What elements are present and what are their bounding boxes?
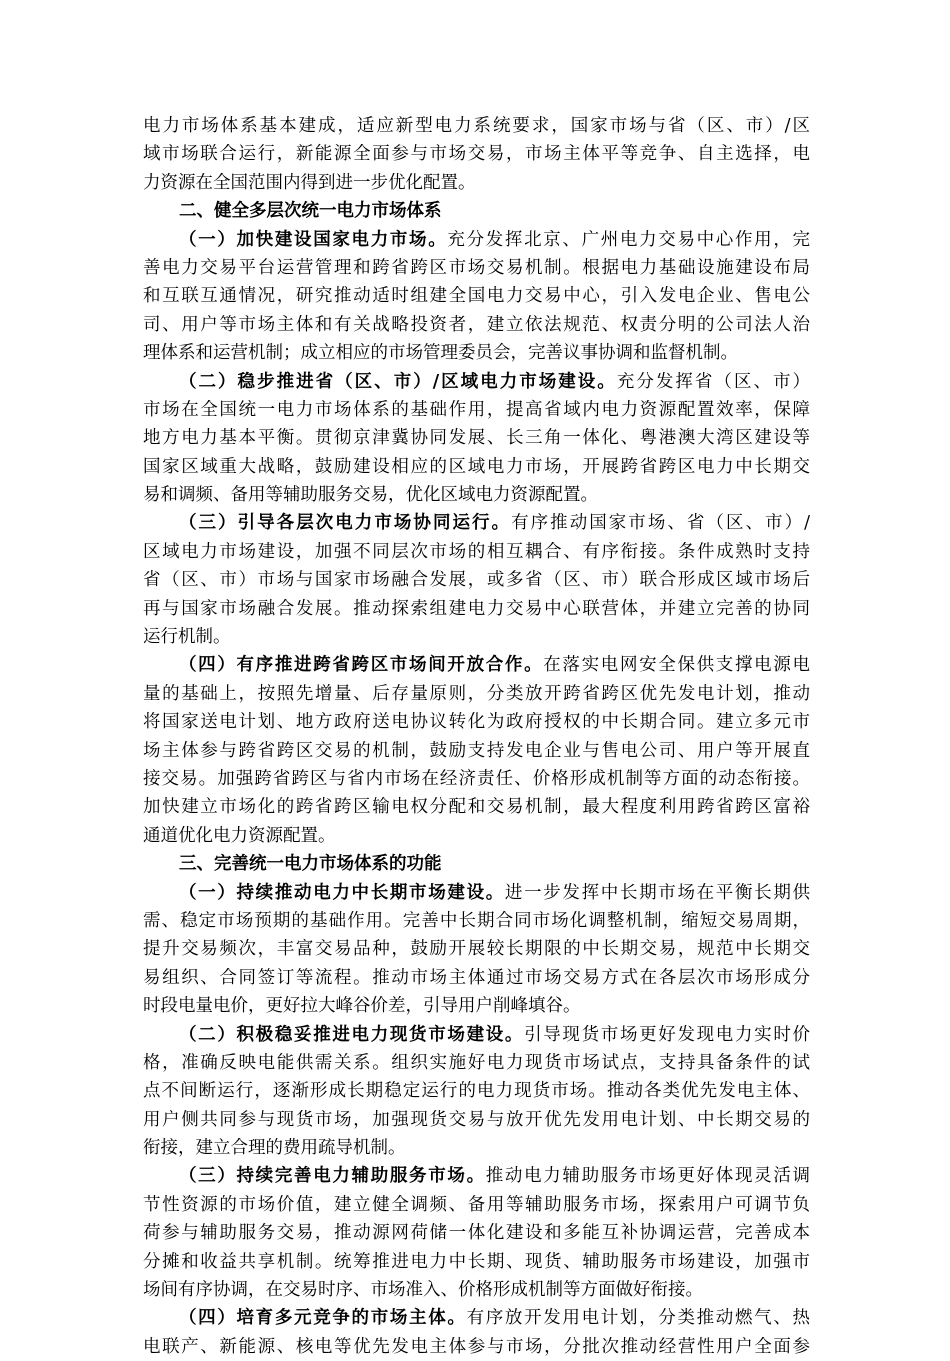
paragraph [143, 1304, 810, 1361]
line-text: 用户侧共同参与现货市场，加强现货交易与放开优先发用电计划、中长期交易的 [143, 1109, 810, 1130]
line-text: 接交易。加强跨省跨区与省内市场在经济责任、价格形成机制等方面的动态衔接。 [143, 768, 810, 789]
paragraph [143, 226, 810, 368]
line-text: 善电力交易平台运营管理和跨省跨区市场交易机制。根据电力基础设施建设布局 [143, 257, 810, 278]
text-line [143, 453, 810, 481]
text-line [143, 424, 810, 452]
paragraph [143, 1021, 810, 1163]
line-text: 充分发挥省（区、市） [616, 371, 810, 392]
line-text: 充分发挥北京、广州电力交易中心作用，完 [447, 229, 810, 250]
line-text: 易和调频、备用等辅助服务交易，优化区域电力资源配置。 [143, 485, 598, 506]
line-text: 电力市场体系基本建成，适应新型电力系统要求，国家市场与省（区、市）/区 [143, 116, 810, 136]
paragraph [143, 509, 810, 651]
text-line [143, 1219, 810, 1247]
line-text: 司、用户等市场主体和有关战略投资者，建立依法规范、权责分明的公司法人治 [143, 314, 810, 335]
line-text: 有序推动国家市场、省（区、市）/ [511, 513, 810, 534]
text-line [143, 737, 810, 765]
line-text: 格，准确反映电能供需关系。组织实施好电力现货市场试点，支持具备条件的试 [143, 1052, 810, 1073]
text-line [143, 169, 810, 197]
line-text: 引导现货市场更好发现电力实时价 [524, 1024, 810, 1045]
bold-lead-heading: （一）加快建设国家电力市场。 [179, 229, 448, 250]
bold-lead-heading: （一）持续推动电力中长期市场建设。 [179, 882, 505, 903]
text-line [143, 935, 810, 963]
text-line [143, 822, 810, 850]
line-text: 运行机制。 [143, 627, 231, 648]
line-text: 市场在全国统一电力市场体系的基础作用，提高省域内电力资源配置效率，保障 [143, 399, 810, 420]
line-text: 衔接，建立合理的费用疏导机制。 [143, 1138, 406, 1159]
line-text: 力资源在全国范围内得到进一步优化配置。 [143, 172, 476, 193]
line-text: 国家区域重大战略，鼓励建设相应的区域电力市场，开展跨省跨区电力中长期交 [143, 456, 810, 477]
text-line [143, 708, 810, 736]
text-line [143, 1191, 810, 1219]
section-heading [143, 850, 810, 878]
text-line [143, 651, 810, 679]
line-text: 点不间断运行，逐渐形成长期稳定运行的电力现货市场。推动各类优先发电主体、 [143, 1081, 810, 1102]
document-page [143, 112, 810, 1361]
line-text: 场间有序协调，在交易时序、市场准入、价格形成机制等方面做好衔接。 [143, 1280, 703, 1301]
text-line [143, 623, 810, 651]
text-line [143, 509, 810, 537]
heading-text: 三、完善统一电力市场体系的功能 [179, 854, 442, 875]
text-line [143, 481, 810, 509]
bold-lead-heading: （三）引导各层次电力市场协同运行。 [179, 513, 512, 534]
bold-lead-heading: （二）稳步推进省（区、市）/区域电力市场建设。 [179, 371, 617, 392]
bold-lead-heading: （四）有序推进跨省跨区市场间开放合作。 [179, 655, 544, 676]
text-line [143, 879, 810, 907]
line-text: 域市场联合运行，新能源全面参与市场交易，市场主体平等竞争、自主选择，电 [143, 144, 810, 165]
line-text: 电联产、新能源、核电等优先发电主体参与市场，分批次推动经营性用户全面参 [143, 1336, 810, 1357]
text-line [143, 595, 810, 623]
line-text: 荷参与辅助服务交易，推动源网荷储一体化建设和多能互补协调运营，完善成本 [143, 1223, 810, 1244]
paragraph [143, 368, 810, 510]
line-text: 节性资源的市场价值，建立健全调频、备用等辅助服务市场，探索用户可调节负 [143, 1194, 810, 1215]
text-line [143, 964, 810, 992]
text-line [143, 368, 810, 396]
text-line [143, 680, 810, 708]
text-line [143, 765, 810, 793]
text-line [143, 140, 810, 168]
line-text: 场主体参与跨省跨区交易的机制，鼓励支持发电企业与售电公司、用户等开展直 [143, 740, 810, 761]
line-text: 分摊和收益共享机制。统筹推进电力中长期、现货、辅助服务市场建设，加强市 [143, 1251, 810, 1272]
text-line [143, 311, 810, 339]
line-text: 进一步发挥中长期市场在平衡长期供 [504, 882, 810, 903]
line-text: 提升交易频次，丰富交易品种，鼓励开展较长期限的中长期交易，规范中长期交 [143, 939, 810, 960]
line-text: 地方电力基本平衡。贯彻京津冀协同发展、长三角一体化、粤港澳大湾区建设等 [143, 428, 810, 449]
text-line [143, 1276, 810, 1304]
paragraph [143, 1162, 810, 1304]
text-line [143, 538, 810, 566]
line-text: 易组织、合同签订等流程。推动市场主体通过市场交易方式在各层次市场形成分 [143, 967, 810, 988]
bold-lead-heading: （三）持续完善电力辅助服务市场。 [179, 1166, 486, 1187]
line-text: 将国家送电计划、地方政府送电协议转化为政府授权的中长期合同。建立多元市 [143, 712, 810, 733]
paragraph [143, 651, 810, 850]
text-line [143, 1077, 810, 1105]
line-text: 加快建立市场化的跨省跨区输电权分配和交易机制，最大程度利用跨省跨区富裕 [143, 797, 810, 818]
text-line [143, 112, 810, 140]
paragraph [143, 879, 810, 1021]
text-line [143, 226, 810, 254]
line-text: 需、稳定市场预期的基础作用。完善中长期合同市场化调整机制，缩短交易周期， [143, 910, 810, 931]
text-line [143, 1162, 810, 1190]
line-text: 时段电量电价，更好拉大峰谷价差，引导用户削峰填谷。 [143, 996, 581, 1017]
bold-lead-heading: （二）积极稳妥推进电力现货市场建设。 [179, 1024, 525, 1045]
text-line [143, 1304, 810, 1332]
line-text: 在落实电网安全保供支撑电源电 [543, 655, 810, 676]
line-text: 理体系和运营机制；成立相应的市场管理委员会，完善议事协调和监督机制。 [143, 343, 738, 364]
text-line [143, 1134, 810, 1162]
text-line [143, 1021, 810, 1049]
line-text: 量的基础上，按照先增量、后存量原则，分类放开跨省跨区优先发电计划，推动 [143, 683, 810, 704]
section-heading [143, 197, 810, 225]
text-line [143, 566, 810, 594]
text-line [143, 1106, 810, 1134]
text-line [143, 396, 810, 424]
text-line [143, 254, 810, 282]
bold-lead-heading: （四）培育多元竞争的市场主体。 [179, 1308, 467, 1329]
paragraph [143, 112, 810, 197]
text-line [143, 1333, 810, 1361]
line-text: 区域电力市场建设，加强不同层次市场的相互耦合、有序衔接。条件成熟时支持 [143, 541, 810, 562]
line-text: 省（区、市）市场与国家市场融合发展，或多省（区、市）联合形成区域市场后 [143, 570, 810, 591]
line-text: 推动电力辅助服务市场更好体现灵活调 [485, 1166, 810, 1187]
text-line [143, 907, 810, 935]
line-text: 再与国家市场融合发展。推动探索组建电力交易中心联营体，并建立完善的协同 [143, 598, 810, 619]
text-line [143, 1049, 810, 1077]
text-line [143, 282, 810, 310]
text-line [143, 992, 810, 1020]
line-text: 和互联互通情况，研究推动适时组建全国电力交易中心，引入发电企业、售电公 [143, 286, 810, 307]
text-line [143, 339, 810, 367]
line-text: 通道优化电力资源配置。 [143, 825, 336, 846]
heading-text: 二、健全多层次统一电力市场体系 [179, 201, 442, 222]
text-line [143, 1248, 810, 1276]
text-line [143, 793, 810, 821]
line-text: 有序放开发用电计划，分类推动燃气、热 [466, 1308, 810, 1329]
